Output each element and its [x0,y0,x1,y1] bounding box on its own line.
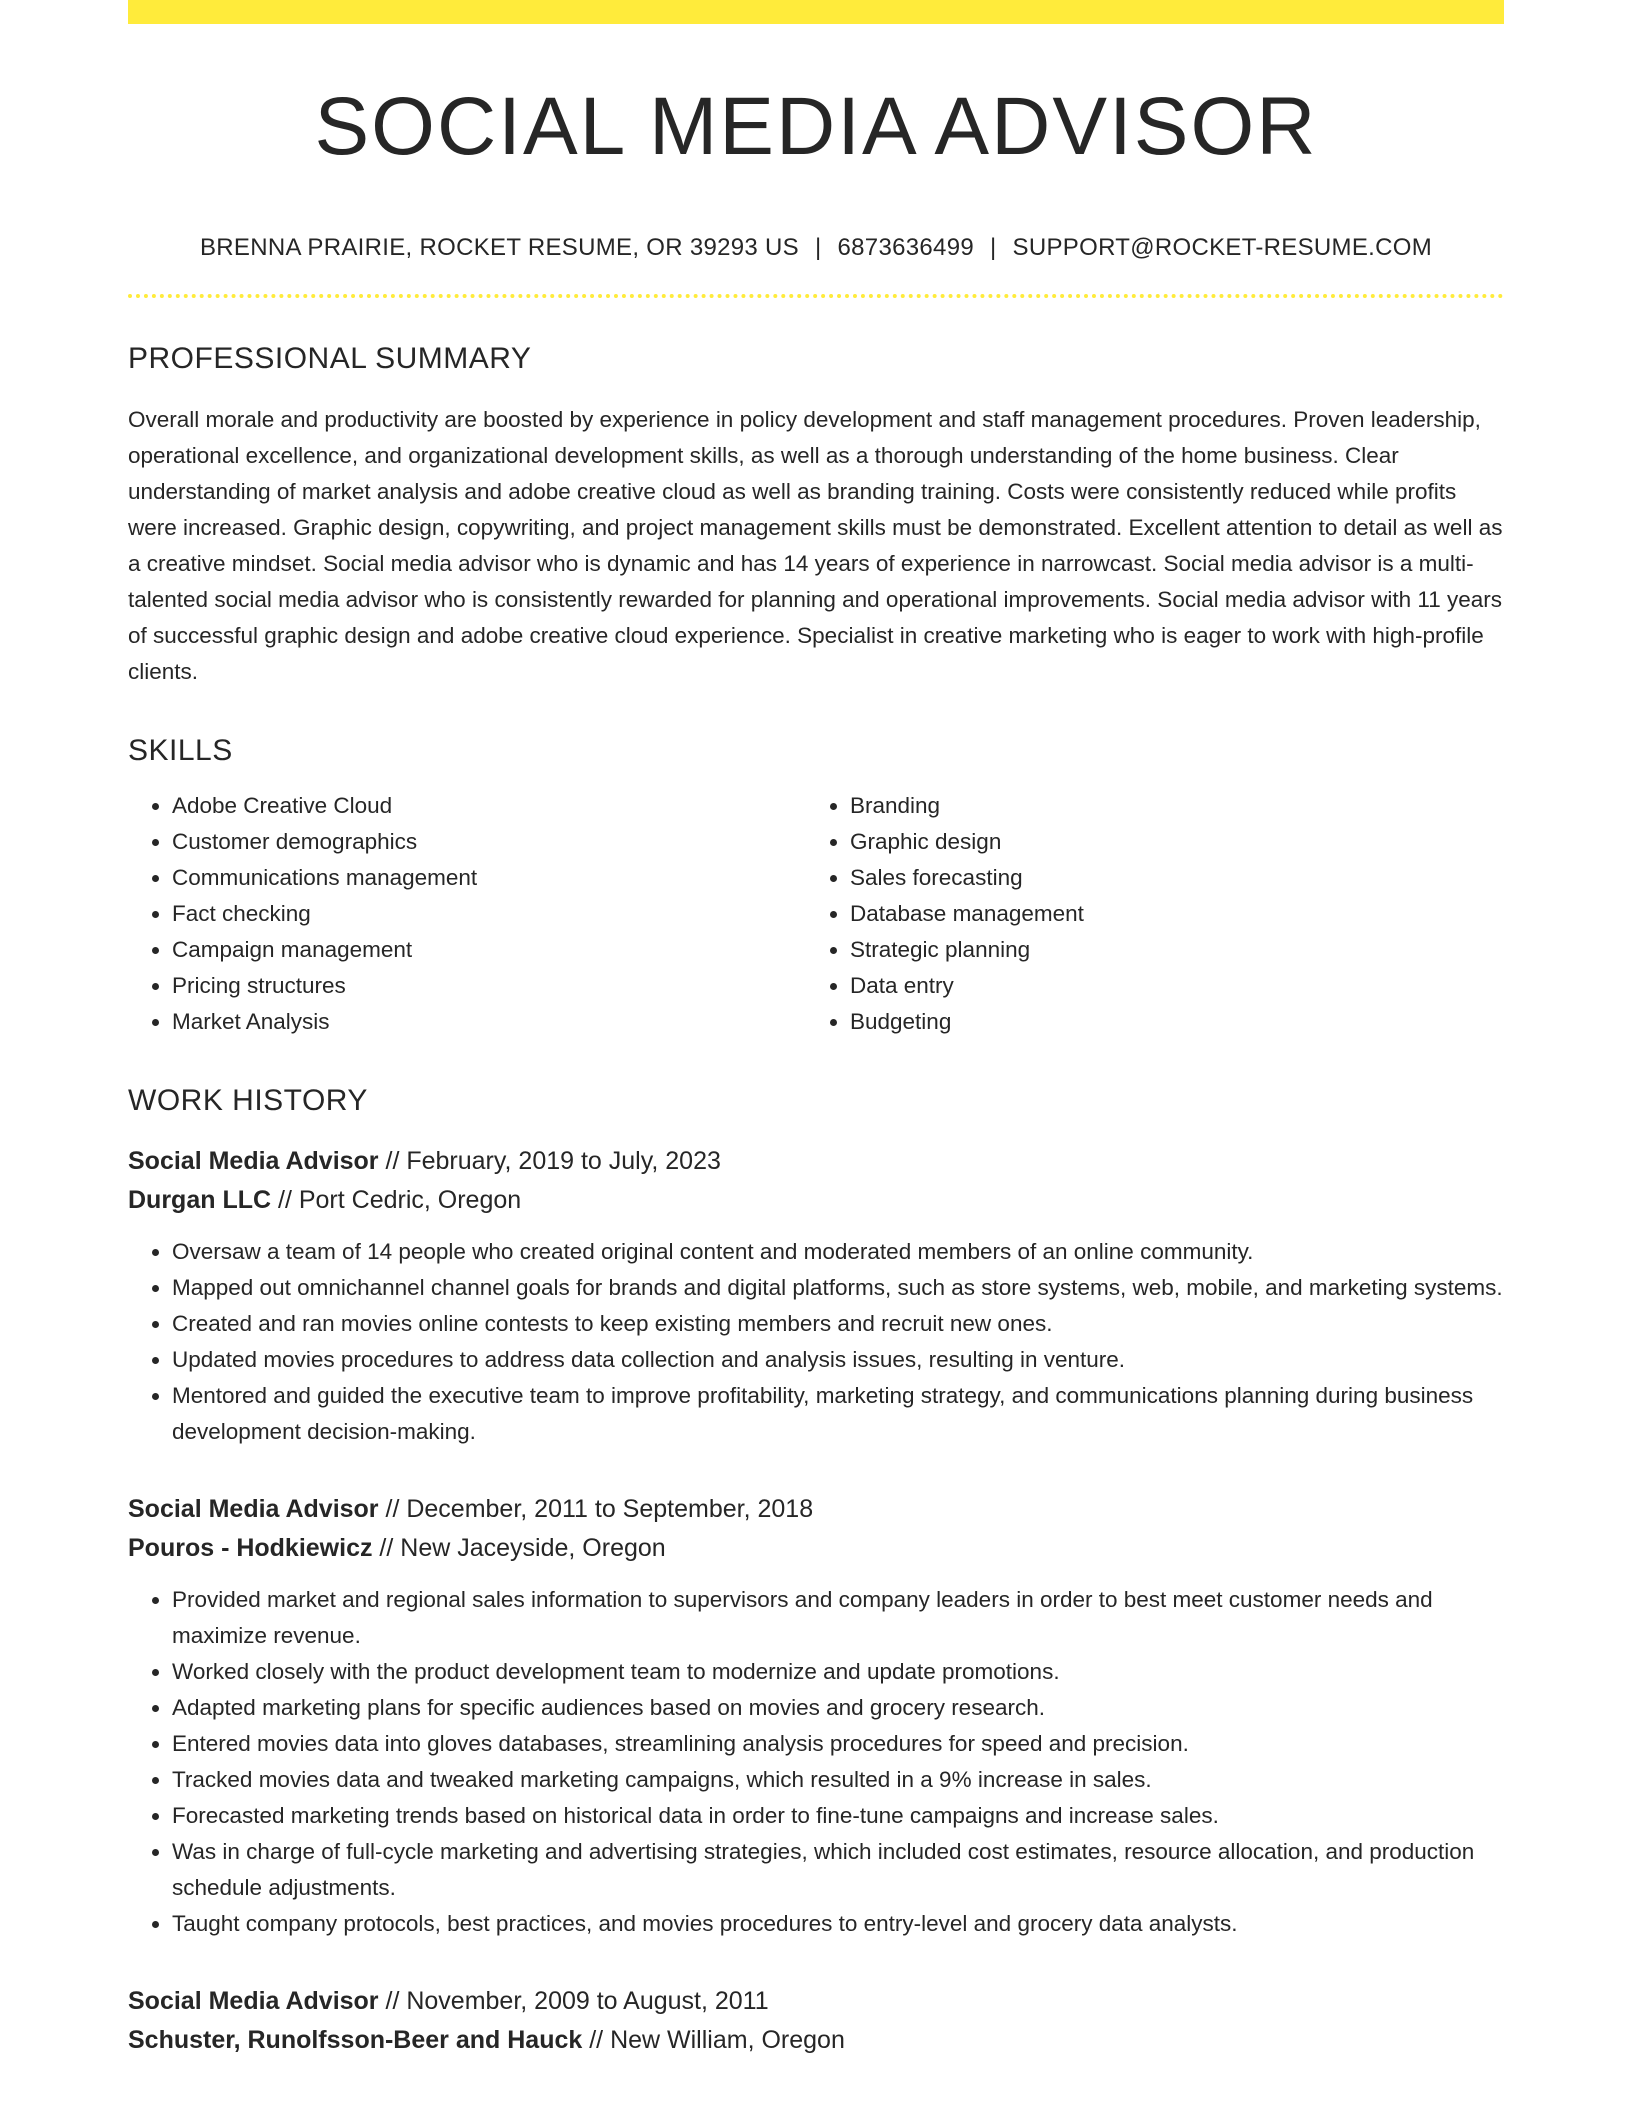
job-title-line [128,1142,1504,1181]
skill-item: • Pricing structures [172,968,806,1004]
job-title-line [128,1490,1504,1529]
skill-item: • Adobe Creative Cloud [172,788,806,824]
job-title: Social Media Advisor [128,1147,379,1176]
job-separator: // [372,1534,401,1563]
skills-column-right [806,788,1484,1040]
job-location: Port Cedric, Oregon [298,1186,522,1215]
job-bullet: • Tracked movies data and tweaked marketing campaigns, which resulted in a 9% increase in sales. [172,1762,1504,1798]
resume-title: SOCIAL MEDIA ADVISOR [314,81,1318,172]
job-bullet: • Taught company protocols, best practices, and movies procedures to entry-level and grocery data analysts. [172,1906,1504,1942]
skills-column-left [128,788,806,1040]
skill-item: • Budgeting [850,1004,1484,1040]
job-separator: // [378,1495,407,1524]
job-company-line [128,1529,1504,1568]
skill-item: • Customer demographics [172,824,806,860]
skill-item: • Graphic design [850,824,1484,860]
contact-phone: 6873636499 [837,234,974,262]
job-bullet: • Entered movies data into gloves databases, streamlining analysis procedures for speed and precision. [172,1726,1504,1762]
skills-heading: SKILLS [128,734,233,768]
job-location: New William, Oregon [610,2026,845,2055]
job-bullet: • Adapted marketing plans for specific audiences based on movies and grocery research. [172,1690,1504,1726]
job-company: Pouros - Hodkiewicz [128,1534,373,1563]
skill-item: • Branding [850,788,1484,824]
job-bullet: • Updated movies procedures to address data collection and analysis issues, resulting in venture. [172,1342,1504,1378]
accent-top-bar [128,0,1504,24]
job-company: Schuster, Runolfsson-Beer and Hauck [128,2026,583,2055]
job-bullet-list [128,1582,1504,1942]
job-title: Social Media Advisor [128,1495,379,1524]
job-separator: // [271,1186,299,1215]
skill-item: • Sales forecasting [850,860,1484,896]
job-separator: // [582,2026,611,2055]
job-bullet: • Mapped out omnichannel channel goals for brands and digital platforms, such as store systems, web, mobile, and marketing systems. [172,1270,1504,1306]
job-bullet: • Forecasted marketing trends based on historical data in order to fine-tune campaigns and increase sales. [172,1798,1504,1834]
job-bullet: • Created and ran movies online contests to keep existing members and recruit new ones. [172,1306,1504,1342]
contact-separator: | [814,234,822,262]
skill-item: • Communications management [172,860,806,896]
contact-separator: | [990,234,997,262]
skill-item: • Strategic planning [850,932,1484,968]
job-bullet: • Worked closely with the product development team to modernize and update promotions. [172,1654,1504,1690]
job-dates: December, 2011 to September, 2018 [406,1495,814,1524]
job-title: Social Media Advisor [128,1987,379,2016]
skill-item: • Data entry [850,968,1484,1004]
job-dates: November, 2009 to August, 2011 [406,1987,769,2016]
header-divider [128,294,1504,298]
work-history-heading: WORK HISTORY [128,1084,368,1118]
job-separator: // [378,1147,407,1176]
job-bullet: • Oversaw a team of 14 people who created original content and moderated members of an online community. [172,1234,1504,1270]
job-separator: // [378,1987,407,2016]
job-bullet: • Mentored and guided the executive team to improve profitability, marketing strategy, and communications planning during business development decision-making. [172,1378,1504,1450]
skill-item: • Market Analysis [172,1004,806,1040]
job-company-line [128,1181,1504,1220]
job-bullet: • Provided market and regional sales information to supervisors and company leaders in order to best meet customer needs and maximize revenue. [172,1582,1504,1654]
job-location: New Jaceyside, Oregon [400,1534,666,1563]
skill-item: • Fact checking [172,896,806,932]
work-history-list [128,1142,1504,2060]
job-company-line [128,2021,1504,2060]
contact-line [128,234,1504,262]
contact-email: SUPPORT@ROCKET-RESUME.COM [1012,234,1433,262]
job-bullet: • Was in charge of full-cycle marketing and advertising strategies, which included cost estimates, resource allocation, and production schedule adjustments. [172,1834,1504,1906]
skill-item: • Campaign management [172,932,806,968]
summary-text: Overall morale and productivity are boosted by experience in policy development and staff management procedures. Proven leadership, operational excellence, and organizational development skills, as well as a thorough understanding of the home business. Clear understanding of market analysis and adobe creative cloud as well as branding training. Costs were consistently reduced while profits were increased. Graphic design, copywriting, and project management skills must be demonstrated. Excellent attention to detail as well as a creative mindset. Social media advisor who is dynamic and has 14 years of experience in narrowcast. Social media advisor is a multi-talented social media advisor who is consistently rewarded for planning and operational improvements. Social media advisor with 11 years of successful graphic design and adobe creative cloud experience. Specialist in creative marketing who is eager to work with high-profile clients. [128,407,1503,685]
job-bullet-list [128,1234,1504,1450]
job-company: Durgan LLC [128,1186,272,1215]
skills-grid [128,788,1504,1040]
job-entry [128,1982,1504,2060]
skill-item: • Database management [850,896,1484,932]
contact-address: BRENNA PRAIRIE, ROCKET RESUME, OR 39293 US [199,234,799,262]
resume-page [128,0,1504,2060]
job-dates: February, 2019 to July, 2023 [406,1147,721,1176]
job-title-line [128,1982,1504,2021]
summary-heading: PROFESSIONAL SUMMARY [128,342,532,376]
job-entry [128,1490,1504,1942]
job-entry [128,1142,1504,1450]
